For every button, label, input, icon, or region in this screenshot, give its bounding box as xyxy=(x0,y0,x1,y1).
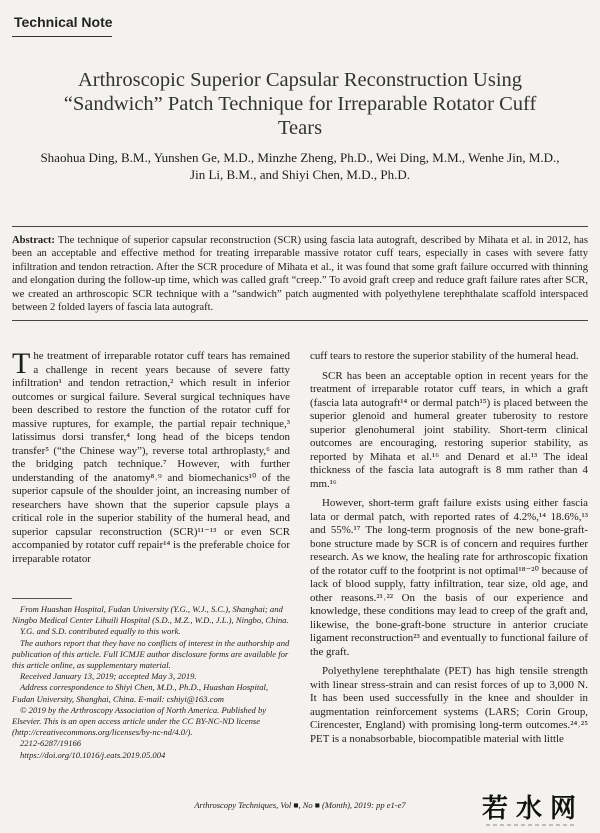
abstract-text: The technique of superior capsular reconstruction (SCR) using fascia lata autograft, described by Mihata et al. in 2012, has been an acceptable and effective method for treating irreparable massive rotator cuff tears, especially in cases with severe fatty infiltration and tendon retraction. After the SCR procedure of Mihata et al., it was found that some graft failure occurred with thinning and elongation during the follow-up time, which was called graft “creep.” To avoid graft creep and reduce graft failure rates after SCR, we created an arthroscopic SCR technique with a “sandwich” patch augmented with polyethylene terephthalate scaffold interspaced between 2 folded layers of fascia lata autograft. xyxy=(12,235,588,314)
footnote-conflicts: The authors report that they have no conflicts of interest in the authorship and publication of this article. Full ICMJE author disclosure forms are available for this article online, as supplementary material. xyxy=(12,637,290,671)
footnote-copyright: © 2019 by the Arthroscopy Association of North America. Published by Elsevier. This is an open access article under the CC BY-NC-ND license (http://creativecommons.org/licenses/by-nc-nd/4.0/). xyxy=(12,704,267,738)
footnote-issn: 2212-6287/19166 xyxy=(20,738,82,749)
footnote-correspondence: Address correspondence to Shiyi Chen, M.D., Ph.D., Huashan Hospital, Fudan University, Shanghai, China. E-mail: cshiyi@163.com xyxy=(12,682,269,704)
body-paragraph xyxy=(12,347,290,566)
footnote-equal-contribution: Y.G. and S.D. contributed equally to this work. xyxy=(20,626,181,637)
abstract xyxy=(12,234,588,314)
body-paragraph: However, short-term graft failure exists using either fascia lata or dermal patch, with reported rates of 4.2%,¹⁴ 18.6%,¹³ and 55%.¹⁷ The long-term prognosis of the new bone-graft-bone structure made by SCR is of concern and requires further research. As we know, the healing rate for arthroscopic fixation of the rotator cuff to the footprint is not optimal¹⁸⁻²⁰ because of lack of blood supply, fatty infiltration, tear size, old age, and other reasons.²¹˒²² On the basis of our experience and knowledge, these conditions may lead to creep of the graft and, likewise, the bone-graft-bone structure in anterior cruciate ligament reconstruction²³ and eventually to functional failure of the graft. xyxy=(310,497,588,658)
author-list: Shaohua Ding, B.M., Yunshen Ge, M.D., Minzhe Zheng, Ph.D., Wei Ding, M.M., Wenhe Jin, M.D., Jin Li, B.M., and Shiyi Chen, M.D., Ph.D. xyxy=(40,150,560,182)
paragraph-text: he treatment of irreparable rotator cuff tears has remained a challenge in recent years because of severe fatty infiltration¹ and tendon retraction,² which result in inferior outcomes or surgical failure. Several surgical techniques have been described to restore the function of the rotator cuff for massive ruptures, for example, the partial repair technique,³ latissimus dorsi transfer,⁴ long head of the biceps tendon transfer⁵ (“the Chinese way”), reverse total arthroplasty,⁶ and the bridging patch technique.⁷ However, with further understanding of the anatomy⁸˒⁹ and biomechanics¹⁰ of the superior capsule of the shoulder joint, an increasing number of researchers have shown that the superior capsule plays a critical role in the superior stability of the humeral head, and superior capsular reconstruction (SCR)¹¹⁻¹³ or even SCR accompanied by rotator cuff repair¹⁴ is the preferable choice for irreparable rotator xyxy=(12,350,290,565)
abstract-rule-bottom xyxy=(12,320,588,321)
section-tag: Technical Note xyxy=(14,14,113,30)
body-column-right xyxy=(310,350,588,752)
footnotes xyxy=(12,604,290,761)
watermark-logo: 若水网 xyxy=(482,794,585,824)
article-title: Arthroscopic Superior Capsular Reconstruction Using “Sandwich” Patch Technique for Irreparable Rotator Cuff Tears xyxy=(63,69,537,139)
section-tag-rule xyxy=(12,36,112,37)
watermark-underline-icon xyxy=(486,822,576,828)
abstract-label: Abstract: xyxy=(12,235,55,246)
body-column-left xyxy=(12,347,290,572)
journal-footer: Arthroscopy Techniques, Vol ■, No ■ (Month), 2019: pp e1-e7 xyxy=(194,800,406,810)
footnote-affiliation: From Huashan Hospital, Fudan University (Y.G., W.J., S.C.), Shanghai; and Ningbo Medical Center Lihuili Hospital (S.D., M.Z., W.D., J.L.), Ningbo, China. xyxy=(12,604,289,626)
footnote-dates: Received January 13, 2019; accepted May 3, 2019. xyxy=(20,671,197,682)
body-paragraph: cuff tears to restore the superior stability of the humeral head. xyxy=(310,350,579,362)
footnote-doi-link[interactable]: https://doi.org/10.1016/j.eats.2019.05.004 xyxy=(20,749,166,760)
abstract-rule-top xyxy=(12,226,588,227)
drop-cap: T xyxy=(12,347,31,380)
body-paragraph: SCR has been an acceptable option in recent years for the treatment of irreparable rotator cuff tears, in which a graft (fascia lata autograft¹⁴ or dermal patch¹⁵) is placed between the superior glenoid and humeral greater tuberosity to restore superior glenohumeral joint stability. Short-term clinical outcomes are encouraging, restoring superior stability, as reported by Mihata et al.¹⁶ and Denard et al.¹³ The ideal thickness of the fascia lata autograft is 8 mm rather than 4 mm.¹⁶ xyxy=(310,369,588,490)
footnote-rule xyxy=(12,598,72,599)
body-paragraph: Polyethylene terephthalate (PET) has high tensile strength with linear stress-strain and can resist forces of up to 3,000 N. It has been used successfully in the knee and shoulder in augmentation reinforcement systems (LARS; Corin Group, Cirencester, England) with promising long-term outcomes.²⁴˒²⁵ PET is a nonabsorbable, biocompatible material with little xyxy=(310,665,588,745)
watermark-decoration xyxy=(486,822,576,830)
